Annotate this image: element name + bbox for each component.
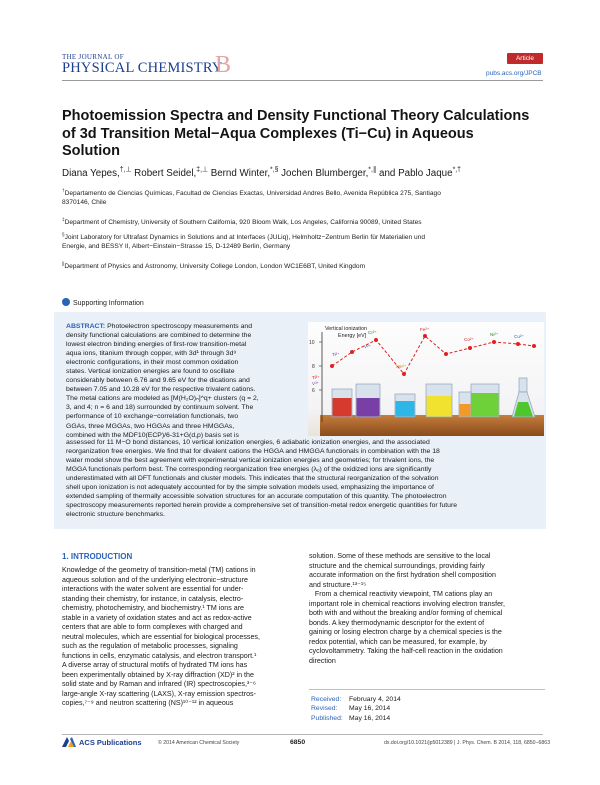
abstract-text-left [66,322,299,440]
body-line: and structure.¹³⁻¹⁵ [309,580,367,589]
intro-column-left [62,566,298,709]
title-line: Solution [62,143,120,159]
body-line: cyclovoltammetry. Taking the half-cell reaction in the oxidation [309,647,503,655]
supporting-info-icon [62,298,70,306]
footer-divider [62,734,543,735]
abstract-line: between 7.05 and 10.28 eV for the respective trivalent cations. [66,386,256,394]
received-date: February 4, 2014 [349,696,401,703]
affiliation-line: Department of Chemistry, University of Southern California, 920 Bloom Walk, Los Angeles, California 90089, United States [64,219,422,226]
body-line: structure and the chemical surroundings, providing fairly [309,561,485,570]
y-tick-label: 8 [312,364,315,370]
beaker-green [471,384,499,417]
abstract-line: 3, and 4; n = 6 and 18) surrounded by continuum solvent. The [66,404,254,412]
data-point [492,340,496,344]
body-line: Knowledge of the geometry of transition-metal (TM) cations in [62,566,256,574]
author-marks: *,∥ [368,166,377,174]
abstract-line: electronic configurations, in their most common oxidation [66,359,239,367]
abstract-line: MGGA functionals perform best. The corresponding reorganization free energies (λₒ) of the oxidized ions are significantly [66,466,432,474]
ion-label: V²⁺ [364,344,372,349]
abstract-line: extended sampling of thermally accessible solvation structures for an accurate computation of this quantity. The photoelectron [66,493,447,501]
affiliation [62,233,545,251]
author-name[interactable]: and Pablo Jaque [376,168,453,179]
journal-name: PHYSICAL CHEMISTRY [62,60,223,76]
abstract-line: reorganization free energies. We find that for divalent cations the HGGA and HMGGA functionals in combination with the 18 [66,448,440,456]
affiliation-line: Joint Laboratory for Ultrafast Dynamics in Solutions and at Interfaces (JULiq), Helmholtz−Zentrum Berlin für Materialien und [64,234,426,241]
data-point [374,338,378,342]
beaker-red [332,389,352,417]
abstract-text-full [66,438,537,519]
ion-label: Mn²⁺ [396,364,407,369]
body-line: copies,⁷⁻⁹ and neutron scattering (NS)¹⁰⁻¹² in aqueous [62,699,234,707]
affiliation [62,218,545,227]
data-point [402,372,406,376]
date-label: Published: [311,714,343,722]
body-line: redox potential, which can be measured, for example, by [309,637,487,646]
body-line: large-angle X-ray scattering (LAXS), X-ray emission spectros- [62,689,256,698]
affiliation [62,189,545,207]
body-line: gaining or losing electron charge by a chemical species is the [309,628,502,636]
section-heading-introduction: 1. INTRODUCTION [62,552,133,561]
beaker-blue [395,394,415,417]
ion-label: Cr²⁺ [368,330,377,335]
y-tick-label: 6 [312,388,315,394]
affiliation [62,262,545,271]
author-name[interactable]: Bernd Winter, [207,168,271,179]
body-line: stable in a variety of oxidation states and act as redox-active [62,613,252,622]
author-list [62,168,461,179]
title-line: of 3d Transition Metal−Aqua Complexes (Ti−Cu) in Aqueous [62,125,474,142]
author-name[interactable]: Diana Yepes, [62,168,120,179]
supporting-information-link[interactable] [62,298,144,307]
publication-dates [311,695,401,723]
body-line: important role in chemical reactions involving electron transfer, [309,599,505,608]
body-line: neutral molecules, which are essential for biological processes, [62,632,260,641]
abstract-line: aqua ions, titanium through copper, with 3d¹ through 3d⁹ [66,350,237,358]
abstract-line: The metal cations are modeled as [M(H₂O)ₙ]^q+ clusters (q = 2, [66,395,259,403]
abstract-line: lowest electron binding energies of first-row transition-metal [66,341,247,349]
affiliation-mark: † [62,187,65,193]
journal-section-letter: B [215,52,232,78]
data-point [444,352,448,356]
author-marks: *,§ [270,166,279,174]
abstract-line: GGAs, three MGGAs, two HGGAs and three HMGGAs, [66,422,235,430]
body-line: From a chemical reactivity viewpoint, TM cations play an [309,590,493,598]
affiliation-line: 8370146, Chile [62,199,107,207]
affiliation-mark: ‡ [62,216,65,222]
abstract-line: assessed for 11 M−O bond distances, 10 vertical ionization energies, 6 adiabatic ionization energies, and the associated [66,439,430,446]
intro-column-right [309,552,545,666]
date-label: Received: [311,696,342,703]
abstract-line: Photoelectron spectroscopy measurements and [105,323,253,330]
beaker-purple [356,384,380,417]
article-type-badge: Article [507,53,543,64]
author-name[interactable]: Robert Seidel, [131,168,197,179]
data-point [516,342,520,346]
body-line: interactions with the water solvent are essential for under- [62,585,244,593]
page-number: 6850 [290,739,306,746]
abstract-line: states. Vertical ionization energies are found to oscillate [66,368,235,376]
abstract-line: performance of 10 exchange−correlation functionals, two [66,413,239,421]
affiliation-mark: ∥ [62,260,65,266]
article-title [62,108,552,161]
body-line: solution. Some of these methods are sensitive to the local [309,552,491,560]
journal-url-link[interactable]: pubs.acs.org/JPCB [486,70,542,77]
abstract-line: density functional calculations are combined to determine the [66,332,252,340]
abstract-line: shell upon ionization is not adequately accounted for by the simple solvation models used, emphasizing the importance of [66,484,434,492]
data-point [350,350,354,354]
doi-citation[interactable]: dx.doi.org/10.1021/jp5012389 | J. Phys. Chem. B 2014, 118, 6850−6863 [384,740,551,746]
acs-publications-logo[interactable] [62,737,142,747]
data-point [468,346,472,350]
body-line: accurate information on the first hydration shell composition [309,571,496,579]
journal-name-top: THE JOURNAL OF [62,53,124,61]
table-surface [320,415,544,436]
abstract-label: ABSTRACT: [66,323,106,330]
ion-label: Ni²⁺ [490,332,499,337]
abstract-line: water model show the best agreement with experimental vertical ionization energies and geometries; for trivalent ions, the [66,457,435,465]
body-line: such as the regulation of metabolic processes, signaling [62,642,238,650]
author-marks: †,⊥ [119,166,132,174]
revised-date: May 16, 2014 [349,705,391,713]
body-line: direction [309,656,336,665]
abstract-line: spectroscopy measurements reported herein provide a comprehensive set of transition-metal redox energetic quantities for future [66,502,458,510]
ion-label: Ti²⁺ [332,352,340,357]
author-marks: ‡,⊥ [196,166,208,174]
affiliation-line: Department of Physics and Astronomy, University College London, London WC1E6BT, United Kingdom [64,263,366,270]
abstract-line: electronic structure benchmarks. [66,511,165,519]
published-date: May 16, 2014 [349,714,391,722]
affiliation-line: Energie, and BESSY II, Albert−Einstein−Strasse 15, D-12489 Berlin, Germany [62,243,291,251]
data-point [330,364,334,368]
body-line: both with and without the breaking and/or forming of chemical [309,609,503,617]
y-tick-label: 10 [309,340,315,346]
date-label: Revised: [311,705,338,713]
acs-logo-icon [62,737,76,747]
publisher-name: ACS Publications [79,738,142,747]
ion-label: Fe²⁺ [420,327,430,332]
affiliation-mark: § [62,231,65,237]
body-line: aqueous solution and of the underlying electronic−structure [62,575,248,584]
abstract-line: considerably between 6.76 and 9.65 eV for the dications and [66,377,250,385]
body-line: centers that are able to form complexes with charged and [62,623,243,631]
toc-graphic [308,322,544,436]
copyright: © 2014 American Chemical Society [158,740,240,746]
axis-title: Energy [eV] [338,333,367,339]
ion-label: Co²⁺ [464,337,474,342]
abstract-line: combined with the MDF10(ECP)/6-31+G(d,p) basis set is [66,431,239,439]
body-line: been experimentally obtained by X-ray diffraction (XD)² in the [62,670,254,679]
beaker-yellow [426,384,452,417]
body-line: chemistry, photochemistry, and biochemistry.¹ TM ions are [62,604,245,612]
affiliation-line: Departamento de Ciencias Químicas, Facultad de Ciencias Exactas, Universidad Andres Bello, Avenida República 275, Santiago [64,190,441,197]
beaker-orange [459,392,471,417]
title-line: Photoemission Spectra and Density Functional Theory Calculations [62,108,530,124]
body-line: standing their chemistry, for instance, in catalysis, electro- [62,594,244,603]
body-line: solid state and by Raman and infrared (IR) spectroscopies,³⁻⁶ [62,680,256,688]
supporting-info-label: Supporting Information [73,300,144,307]
abstract-line: underestimated with all DFT functionals and cluster models. This indicates that the structural reorganization of the solvation [66,475,439,483]
data-point [532,344,536,348]
ion-label: Cu²⁺ [514,334,524,339]
ion-label: Ti³⁺ [312,375,320,380]
author-marks: *,† [452,166,461,174]
dates-divider [309,689,545,690]
body-line: bonds. A key thermodynamic descriptor for the extent of [309,618,485,627]
body-line: A diverse array of structural motifs of hydrated TM ions has [62,661,248,669]
header-divider [62,80,543,81]
author-name[interactable]: Jochen Blumberger, [278,168,369,179]
ion-label: V³⁺ [312,381,320,386]
body-line: functions in cells, enzymatic catalysis, and electron transport.¹ [62,651,257,660]
data-point [423,334,427,338]
axis-title: Vertical ionization [325,326,367,332]
